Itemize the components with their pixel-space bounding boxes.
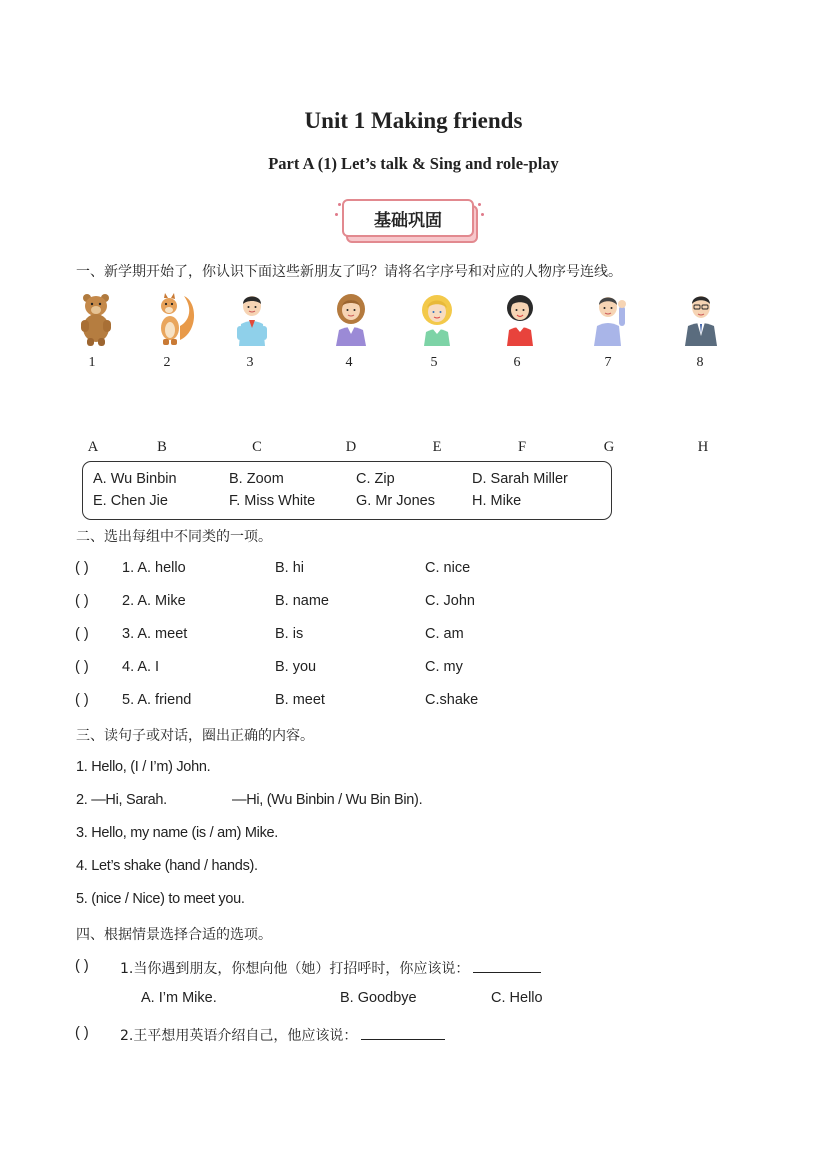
option-a: 3. A. meet: [122, 626, 188, 642]
banner-dot: [335, 213, 338, 216]
picture-number: 6: [513, 355, 521, 370]
girl-icon: [499, 292, 541, 346]
question-text: 2.王平想用英语介绍自己，他应该说：: [120, 1028, 358, 1044]
section2-heading: 二、选出每组中不同类的一项。: [76, 529, 272, 545]
name-option: B. Zoom: [229, 471, 284, 487]
option-b: B. meet: [275, 692, 325, 708]
picture-number: 1: [88, 355, 96, 370]
question-text: 1.当你遇到朋友，你想向他（她）打招呼时，你应该说：: [120, 961, 470, 977]
option-a: 4. A. I: [122, 659, 160, 675]
answer-bracket[interactable]: ( ): [75, 659, 89, 675]
sentence-item: 1. Hello, (I / I’m) John.: [76, 759, 211, 775]
answer-bracket[interactable]: ( ): [75, 692, 89, 708]
option-a: 5. A. friend: [122, 692, 192, 708]
option-b: B. name: [275, 593, 329, 609]
option-a: A. I’m Mike.: [141, 990, 217, 1006]
answer-bracket[interactable]: ( ): [75, 626, 89, 642]
name-letter: F: [517, 439, 527, 455]
option-b: B. hi: [275, 560, 305, 576]
option-c: C. nice: [425, 560, 471, 576]
name-option: A. Wu Binbin: [93, 471, 177, 487]
answer-blank[interactable]: [361, 1025, 445, 1040]
name-letter: G: [603, 439, 615, 455]
sentence-item: 3. Hello, my name (is / am) Mike.: [76, 825, 279, 841]
name-letter: B: [157, 439, 167, 455]
option-c: C. Hello: [491, 990, 543, 1006]
name-letter: C: [252, 439, 262, 455]
option-c: C. my: [425, 659, 463, 675]
name-letter: A: [87, 439, 99, 455]
boy-waving-icon: [589, 292, 631, 346]
sentence-item: 5. (nice / Nice) to meet you.: [76, 891, 245, 907]
option-c: C. John: [425, 593, 475, 609]
picture-number: 2: [163, 355, 171, 370]
option-a: 1. A. hello: [122, 560, 186, 576]
option-a: 2. A. Mike: [122, 593, 186, 609]
banner-dot: [338, 203, 341, 206]
names-box: [82, 461, 612, 520]
answer-bracket[interactable]: ( ): [75, 1025, 89, 1041]
squirrel-icon: [154, 292, 196, 346]
man-glasses-icon: [680, 292, 722, 346]
name-option: D. Sarah Miller: [472, 471, 568, 487]
section1-heading: 一、新学期开始了，你认识下面这些新朋友了吗？请将名字序号和对应的人物序号连线。: [76, 264, 622, 280]
option-b: B. Goodbye: [340, 990, 417, 1006]
name-letter: E: [432, 439, 442, 455]
woman-icon: [330, 292, 372, 346]
picture-number: 8: [696, 355, 704, 370]
sentence-reply: —Hi, (Wu Binbin / Wu Bin Bin).: [232, 792, 423, 808]
name-option: E. Chen Jie: [93, 493, 168, 509]
option-c: C. am: [425, 626, 464, 642]
name-option: H. Mike: [472, 493, 522, 509]
answer-bracket[interactable]: ( ): [75, 958, 89, 974]
picture-number: 3: [246, 355, 254, 370]
banner-dot: [481, 213, 484, 216]
name-letter: D: [345, 439, 357, 455]
section4-heading: 四、根据情景选择合适的选项。: [76, 927, 272, 943]
sentence-item: 4. Let’s shake (hand / hands).: [76, 858, 258, 874]
picture-number: 5: [430, 355, 438, 370]
question-1-text: [120, 958, 541, 978]
banner-dot: [478, 203, 481, 206]
question-2-text: [120, 1025, 445, 1045]
name-option: F. Miss White: [229, 493, 316, 509]
answer-bracket[interactable]: ( ): [75, 560, 89, 576]
option-b: B. is: [275, 626, 304, 642]
name-letter: H: [697, 439, 709, 455]
page-subtitle: Part A (1) Let’s talk & Sing and role-play: [268, 154, 559, 173]
section-banner: [342, 199, 478, 243]
answer-bracket[interactable]: ( ): [75, 593, 89, 609]
name-option: C. Zip: [356, 471, 395, 487]
boy-icon: [231, 292, 273, 346]
option-c: C.shake: [425, 692, 479, 708]
bear-icon: [75, 292, 117, 346]
name-option: G. Mr Jones: [356, 493, 435, 509]
sentence-item: 2. —Hi, Sarah.: [76, 792, 167, 808]
answer-blank[interactable]: [473, 958, 541, 973]
banner-text: 基础巩固: [374, 211, 442, 231]
blonde-girl-icon: [416, 292, 458, 346]
section3-heading: 三、读句子或对话，圈出正确的内容。: [76, 728, 314, 744]
picture-number: 4: [345, 355, 353, 370]
option-b: B. you: [275, 659, 317, 675]
page-title: Unit 1 Making friends: [304, 108, 523, 133]
picture-number: 7: [604, 355, 612, 370]
